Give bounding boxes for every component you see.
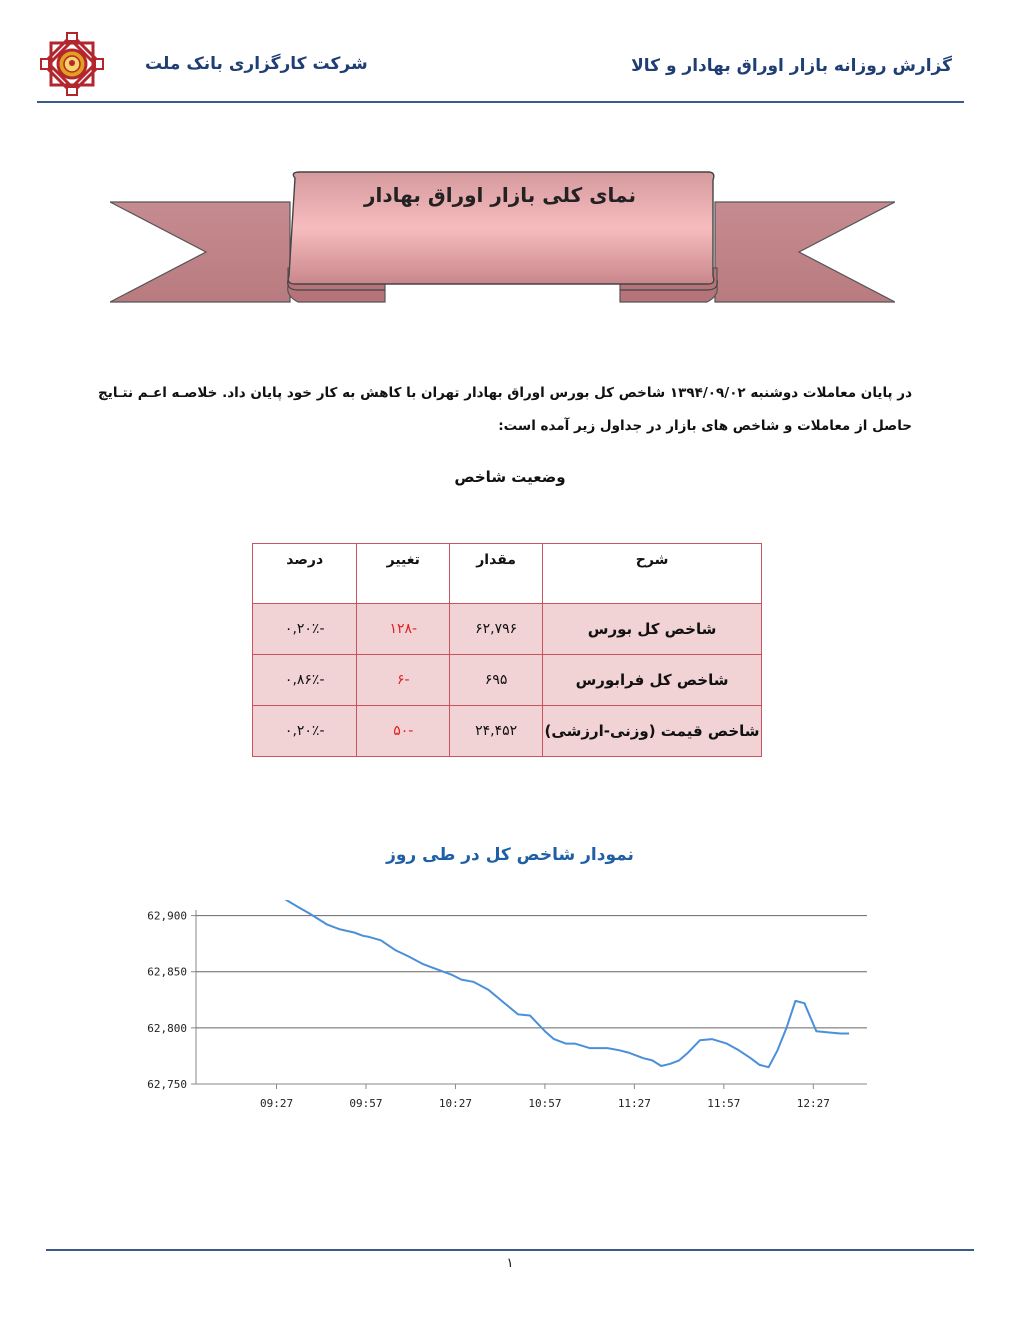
page-number: ۱	[506, 1256, 514, 1271]
header-change: تغییر	[357, 544, 450, 604]
row-desc: شاخص کل بورس	[543, 604, 762, 655]
table-header-row	[253, 544, 762, 604]
row-desc: شاخص قیمت (وزنی-ارزشی)	[543, 706, 762, 757]
header-divider	[37, 101, 964, 103]
y-tick-label: 62,850	[147, 965, 187, 979]
row-value: ۶۹۵	[450, 655, 543, 706]
table-row	[253, 655, 762, 706]
row-percent: -۰,۲۰٪	[253, 604, 357, 655]
x-tick-label: 09:57	[349, 1097, 383, 1110]
header-desc: شرح	[543, 544, 762, 604]
index-table	[252, 543, 762, 757]
intraday-index-chart	[120, 900, 880, 1130]
report-title: گزارش روزانه بازار اوراق بهادار و کالا	[631, 56, 952, 76]
x-tick-label: 12:27	[796, 1097, 830, 1110]
row-change: -۱۲۸	[357, 604, 450, 655]
series-line	[208, 900, 849, 1067]
y-tick-label: 62,750	[147, 1078, 187, 1091]
row-percent: -۰,۲۰٪	[253, 706, 357, 757]
intro-line-1: در پایان معاملات دوشنبه ۱۳۹۴/۰۹/۰۲ شاخص کل بورس اوراق بهادار تهران با کاهش به کار خود پایان داد. خلاصـه اعـم نتـایج	[98, 385, 912, 401]
row-percent: -۰,۸۶٪	[253, 655, 357, 706]
row-desc: شاخص کل فرابورس	[543, 655, 762, 706]
x-tick-label: 10:27	[438, 1097, 473, 1110]
banner-title: نمای کلی بازار اوراق بهادار	[364, 183, 636, 207]
table-row	[253, 706, 762, 757]
row-change: -۶	[357, 655, 450, 706]
chart-title: نمودار شاخص کل در طی روز	[386, 845, 634, 865]
row-change: -۵۰	[357, 706, 450, 757]
header-percent: درصد	[253, 544, 357, 604]
x-tick-label: 09:27	[259, 1097, 294, 1110]
row-value: ۶۲,۷۹۶	[450, 604, 543, 655]
company-name: شرکت کارگزاری بانک ملت	[145, 54, 368, 74]
y-tick-label: 62,900	[147, 909, 187, 923]
index-table-title: وضعیت شاخص	[454, 468, 566, 486]
x-tick-label: 11:57	[707, 1097, 741, 1110]
header-value: مقدار	[450, 544, 543, 604]
x-tick-label: 11:27	[617, 1097, 651, 1110]
intro-line-2: حاصل از معاملات و شاخص های بازار در جداول زیر آمده است:	[498, 418, 912, 434]
y-tick-label: 62,800	[147, 1021, 187, 1035]
footer-divider	[46, 1249, 974, 1251]
company-logo	[40, 32, 104, 96]
x-tick-label: 10:57	[528, 1097, 562, 1110]
table-row	[253, 604, 762, 655]
row-value: ۲۴,۴۵۲	[450, 706, 543, 757]
